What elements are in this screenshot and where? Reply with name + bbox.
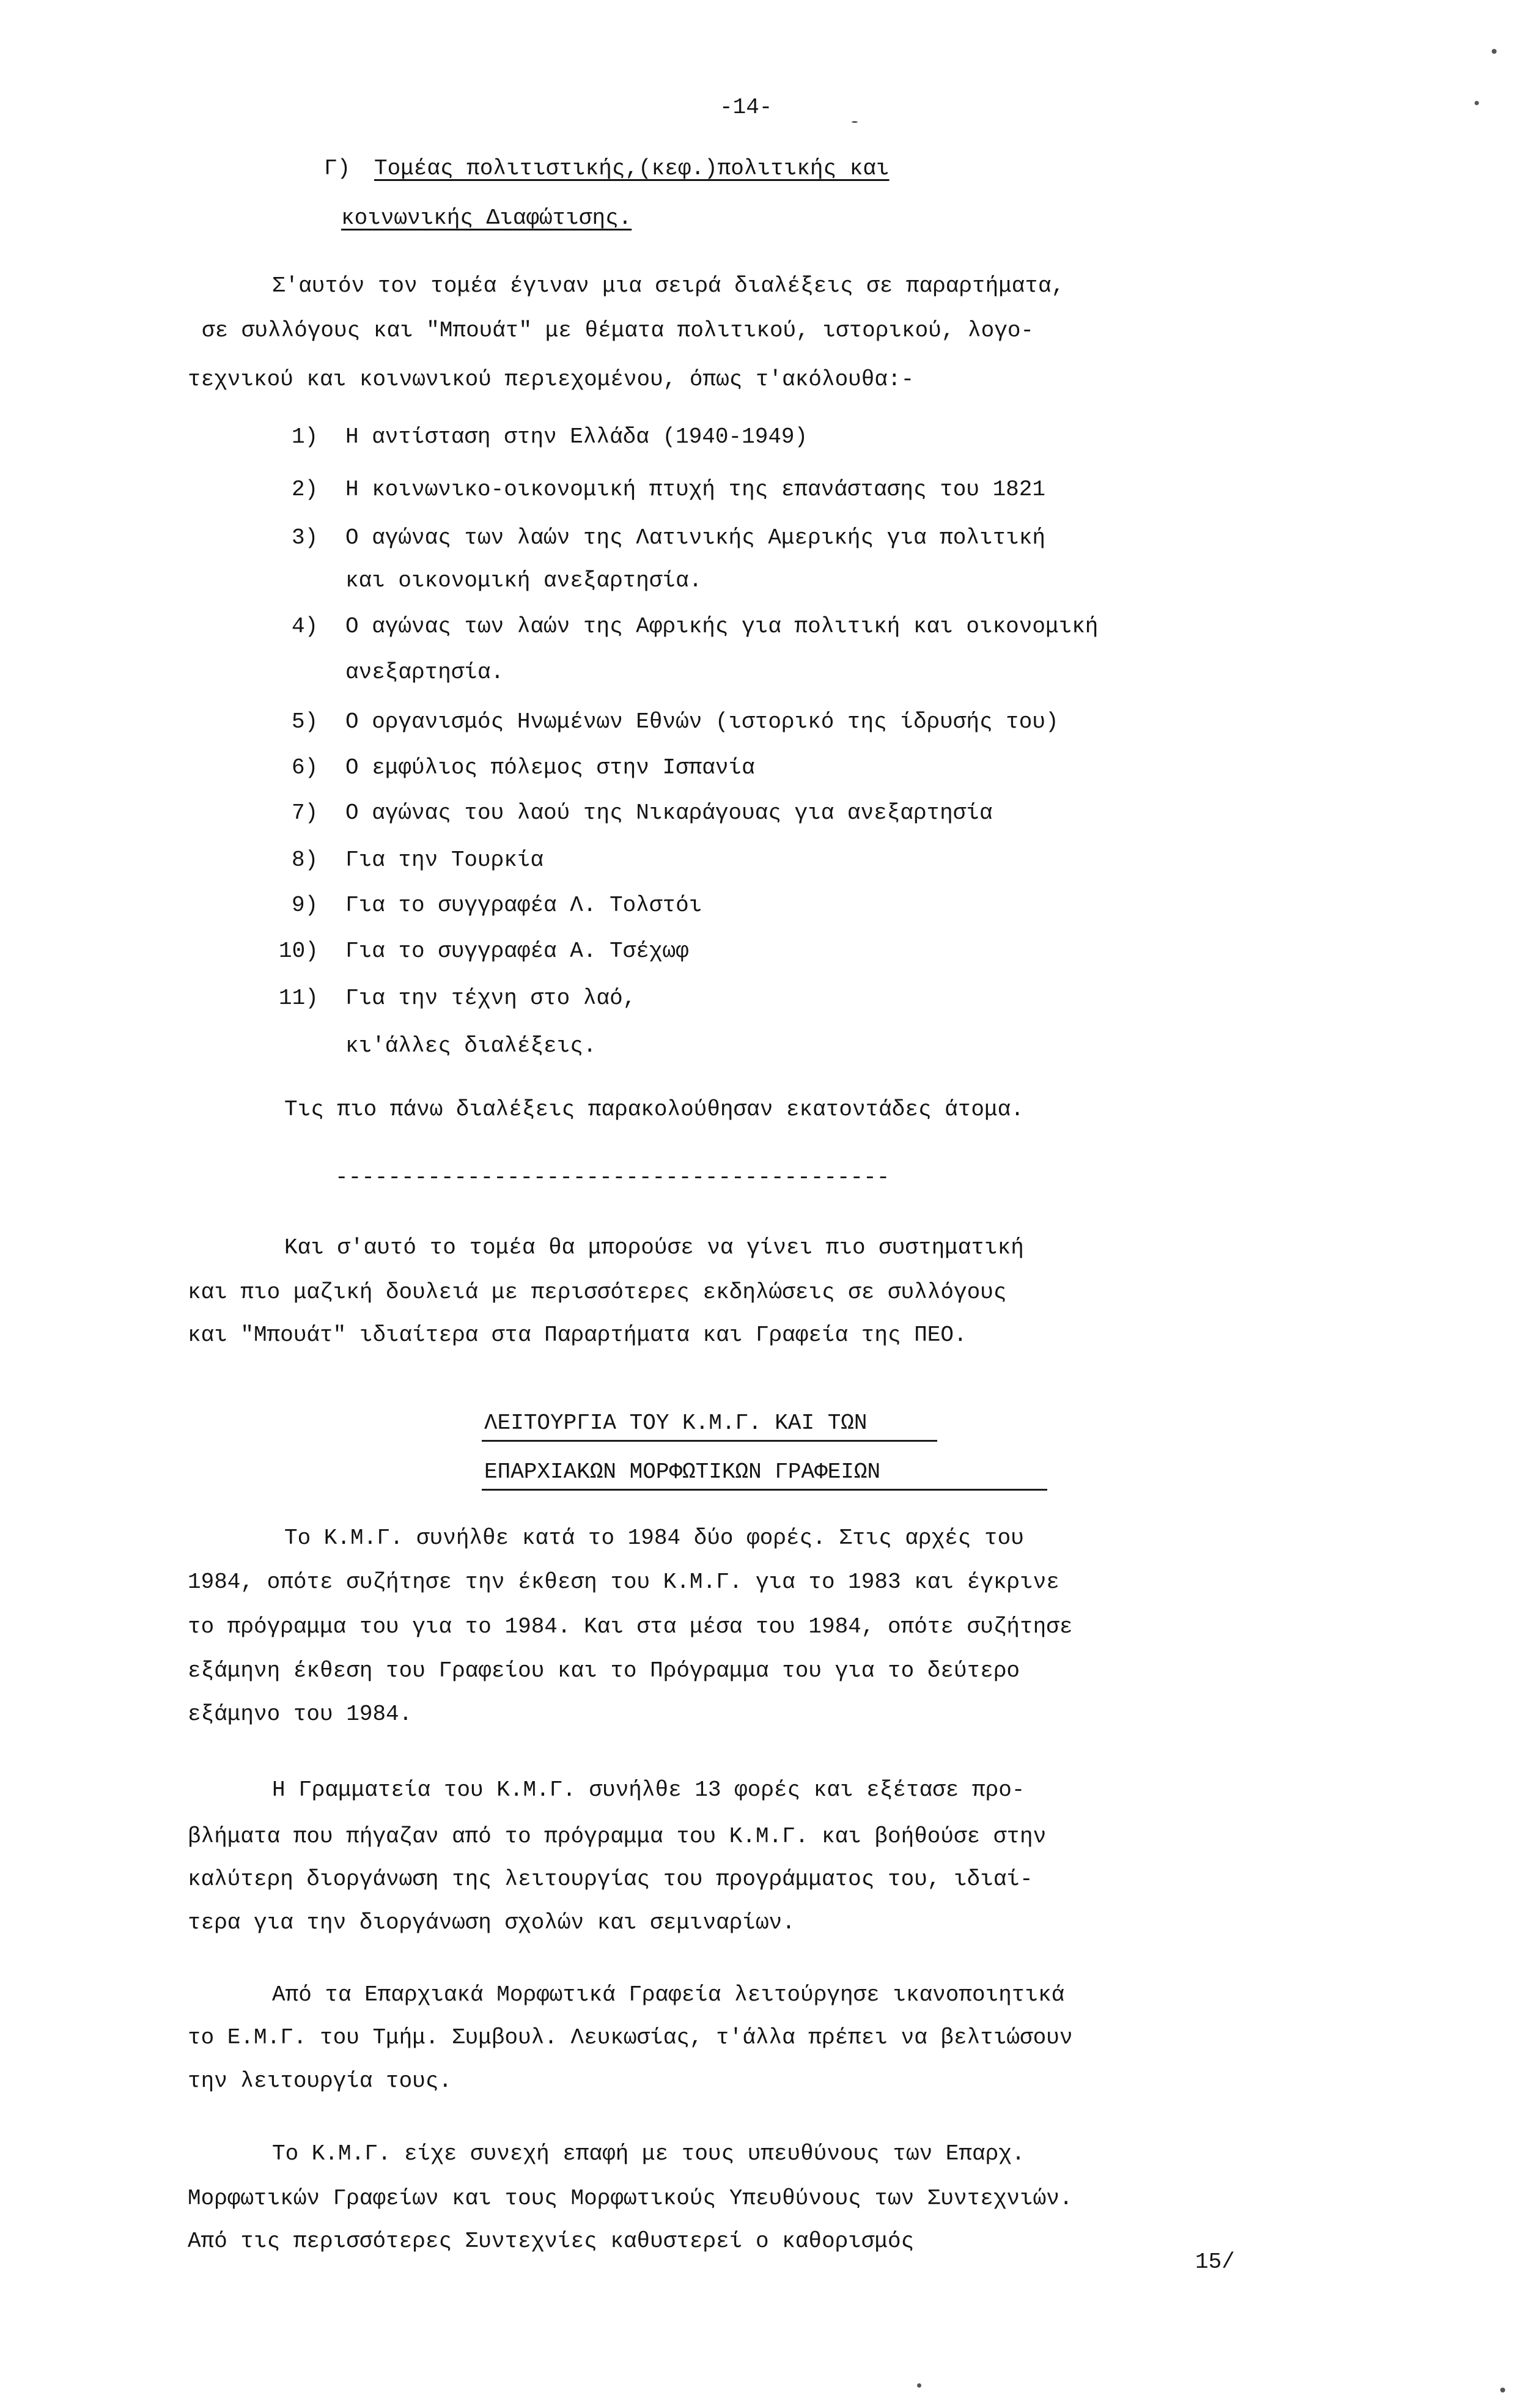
paragraph-secretariat-line-2: βλήματα που πήγαζαν από το πρόγραμμα του Κ.Μ.Γ. και βοήθούσε στην bbox=[188, 1824, 1047, 1849]
scan-speck bbox=[1475, 101, 1479, 105]
list-item: Για την τέχνη στο λαό, bbox=[345, 986, 636, 1011]
intro-line-2: σε συλλόγους και "Μπουάτ" με θέματα πολιτικού, ιστορικού, λογο- bbox=[202, 318, 1034, 343]
list-item-number: 5) bbox=[292, 709, 319, 734]
list-item: Η κοινωνικο-οικονομική πτυχή της επανάστασης του 1821 bbox=[345, 477, 1045, 502]
paragraph-kmg-line-3: το πρόγραμμα του για το 1984. Και στα μέσα του 1984, οπότε συζήτησε bbox=[188, 1614, 1073, 1639]
list-item: Για το συγγραφέα Λ. Τολστόι bbox=[345, 893, 702, 918]
list-item-number: 2) bbox=[292, 477, 319, 502]
list-item: Ο αγώνας του λαού της Νικαράγουας για ανεξαρτησία bbox=[345, 800, 993, 825]
list-item: Για την Τουρκία bbox=[345, 847, 544, 873]
paragraph-offices-line-3: την λειτουργία τους. bbox=[188, 2068, 452, 2094]
paragraph-sector-line-3: και "Μπουάτ" ιδιαίτερα στα Παραρτήματα και Γραφεία της ΠΕΟ. bbox=[188, 1323, 967, 1348]
continuation-page-number: 15/ bbox=[1195, 2249, 1235, 2274]
scan-speck bbox=[917, 2383, 921, 2388]
list-item-number: 6) bbox=[292, 755, 319, 780]
list-item-number: 1) bbox=[292, 424, 319, 449]
section-heading-line1: Τομέας πολιτιστικής,(κεφ.)πολιτικής και bbox=[374, 156, 890, 181]
paragraph-kmg-line-2: 1984, οπότε συζήτησε την έκθεση του Κ.Μ.Γ. για το 1983 και έγκρινε bbox=[188, 1570, 1059, 1595]
list-item-number: 9) bbox=[292, 893, 319, 918]
list-item-number: 8) bbox=[292, 847, 319, 873]
scan-speck bbox=[1500, 2388, 1505, 2392]
scan-speck bbox=[852, 121, 858, 123]
list-item-number: 11) bbox=[279, 986, 319, 1011]
paragraph-kmg-line-1: Το Κ.Μ.Γ. συνήλθε κατά το 1984 δύο φορές. Στις αρχές του bbox=[284, 1525, 1024, 1551]
list-item-number: 4) bbox=[292, 614, 319, 639]
paragraph-secretariat-line-3: καλύτερη διοργάνωση της λειτουργίας του προγράμματος του, ιδιαί- bbox=[188, 1867, 1033, 1892]
paragraph-contact-line-3: Από τις περισσότερες Συντεχνίες καθυστερεί ο καθορισμός bbox=[188, 2229, 915, 2254]
list-item: Ο αγώνας των λαών της Λατινικής Αμερικής για πολιτική bbox=[345, 525, 1045, 550]
list-item: Ο αγώνας των λαών της Αφρικής για πολιτική και οικονομική bbox=[345, 614, 1099, 639]
list-item-continuation: ανεξαρτησία. bbox=[345, 660, 504, 685]
heading-kmg-line1: ΛΕΙΤΟΥΡΓΙΑ ΤΟΥ Κ.Μ.Γ. ΚΑΙ ΤΩΝ bbox=[484, 1411, 868, 1436]
section-label: Γ) bbox=[324, 156, 351, 181]
section-heading-line2: κοινωνικής Διαφώτισης. bbox=[341, 205, 632, 231]
paragraph-sector-line-1: Και σ'αυτό το τομέα θα μπορούσε να γίνει πιο συστηματική bbox=[284, 1235, 1024, 1260]
page-number: -14- bbox=[720, 95, 773, 120]
paragraph-kmg-line-4: εξάμηνη έκθεση του Γραφείου και το Πρόγραμμα του για το δεύτερο bbox=[188, 1658, 1020, 1683]
list-item: Η αντίσταση στην Ελλάδα (1940-1949) bbox=[345, 424, 808, 449]
list-item-continuation: κι'άλλες διαλέξεις. bbox=[345, 1033, 597, 1058]
dashed-divider: ------------------------------------------ bbox=[335, 1165, 890, 1190]
list-item-number: 7) bbox=[292, 800, 319, 825]
paragraph-secretariat-line-4: τερα για την διοργάνωση σχολών και σεμιναρίων. bbox=[188, 1910, 795, 1935]
list-item-number: 3) bbox=[292, 525, 319, 550]
intro-line-3: τεχνικού και κοινωνικού περιεχομένου, όπως τ'ακόλουθα:- bbox=[188, 367, 915, 392]
heading-kmg-underline-1 bbox=[482, 1440, 937, 1442]
list-item: Για το συγγραφέα Α. Τσέχωφ bbox=[345, 939, 689, 964]
list-item-continuation: και οικονομική ανεξαρτησία. bbox=[345, 568, 702, 593]
heading-kmg-underline-2 bbox=[482, 1489, 1047, 1491]
heading-kmg-line2: ΕΠΑΡΧΙΑΚΩΝ ΜΟΡΦΩΤΙΚΩΝ ΓΡΑΦΕΙΩΝ bbox=[484, 1459, 881, 1485]
intro-line-1: Σ'αυτόν τον τομέα έγιναν μια σειρά διαλέξεις σε παραρτήματα, bbox=[272, 273, 1065, 298]
paragraph-kmg-line-5: εξάμηνο του 1984. bbox=[188, 1702, 413, 1727]
scan-speck bbox=[1492, 49, 1497, 54]
paragraph-secretariat-line-1: Η Γραμματεία του Κ.Μ.Γ. συνήλθε 13 φορές και εξέτασε προ- bbox=[272, 1777, 1025, 1802]
paragraph-contact-line-2: Μορφωτικών Γραφείων και τους Μορφωτικούς Υπευθύνους των Συντεχνιών. bbox=[188, 2186, 1073, 2211]
list-item: Ο εμφύλιος πόλεμος στην Ισπανία bbox=[345, 755, 755, 780]
paragraph-offices-line-1: Από τα Επαρχιακά Μορφωτικά Γραφεία λειτούργησε ικανοποιητικά bbox=[272, 1982, 1065, 2007]
attendance-line: Τις πιο πάνω διαλέξεις παρακολούθησαν εκατοντάδες άτομα. bbox=[284, 1097, 1024, 1122]
paragraph-contact-line-1: Το Κ.Μ.Γ. είχε συνεχή επαφή με τους υπευθύνους των Επαρχ. bbox=[272, 2141, 1025, 2166]
list-item-number: 10) bbox=[279, 939, 319, 964]
paragraph-sector-line-2: και πιο μαζική δουλειά με περισσότερες εκδηλώσεις σε συλλόγους bbox=[188, 1280, 1007, 1305]
list-item: Ο οργανισμός Ηνωμένων Εθνών (ιστορικό της ίδρυσής του) bbox=[345, 709, 1059, 734]
paragraph-offices-line-2: το Ε.Μ.Γ. του Τμήμ. Συμβουλ. Λευκωσίας, τ'άλλα πρέπει να βελτιώσουν bbox=[188, 2025, 1073, 2050]
